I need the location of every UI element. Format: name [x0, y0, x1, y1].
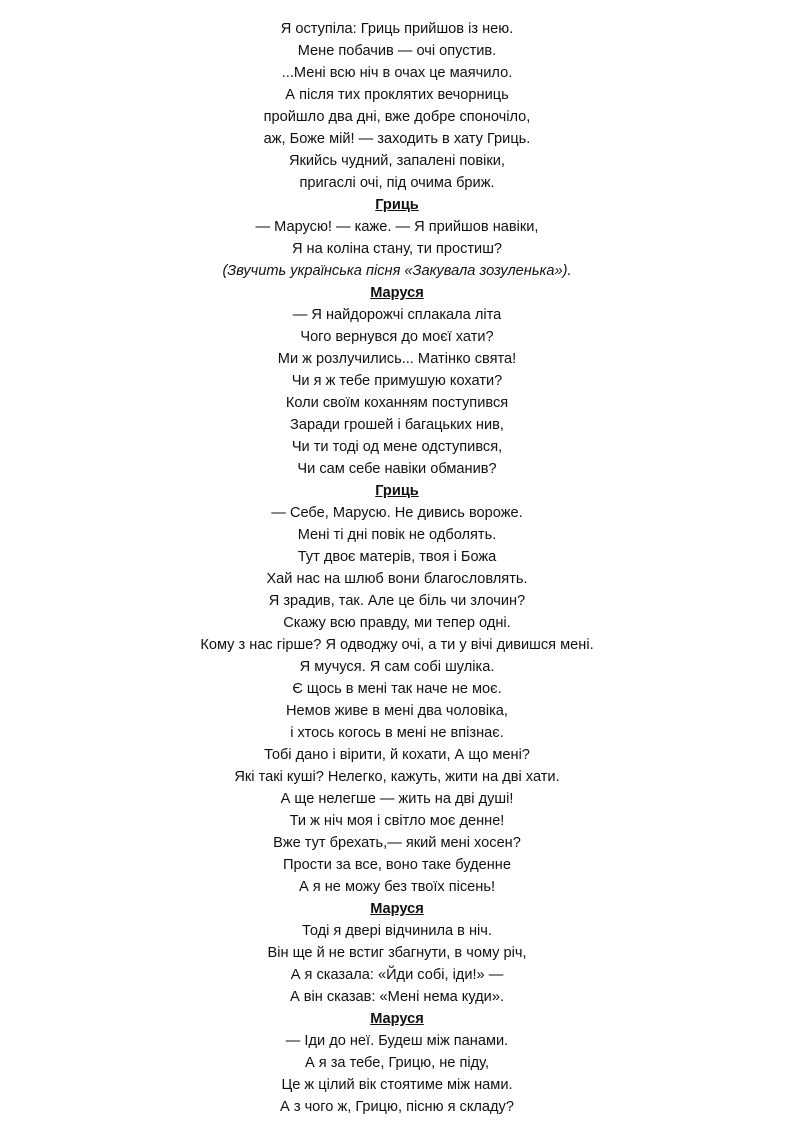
stage-direction: (Звучить українська пісня «Закувала зозуленька»).: [222, 263, 572, 279]
verse-line: Я на коліна стану, ти простиш?: [291, 241, 503, 257]
verse-line: Прости за все, воно таке буденне: [283, 857, 511, 873]
verse-line: Немов живе в мені два чоловіка,: [286, 703, 508, 719]
verse-line: А я за тебе, Грицю, не піду,: [304, 1055, 490, 1071]
verse-line: Тоді я двері відчинила в ніч.: [302, 923, 492, 939]
speaker-heading: Гриць: [375, 483, 419, 499]
verse-line: і хтось когось в мені не впізнає.: [290, 725, 504, 741]
verse-line: А ще нелегше — жить на дві душі!: [280, 791, 514, 807]
verse-line: Він ще й не встиг збагнути, в чому річ,: [267, 945, 527, 961]
verse-line: Ми ж розлучились... Матінко свята!: [277, 351, 517, 367]
verse-line: Які такі куші? Нелегко, кажуть, жити на дві хати.: [234, 769, 560, 785]
verse-line: А я сказала: «Йди собі, іди!» —: [290, 967, 504, 983]
verse-line: — Себе, Марусю. Не дивись вороже.: [271, 505, 523, 521]
verse-line: Я зрадив, так. Але це біль чи злочин?: [268, 593, 526, 609]
speaker-heading: Гриць: [375, 197, 419, 213]
verse-line: аж, Боже мій! — заходить в хату Гриць.: [263, 131, 531, 147]
verse-line: Є щось в мені так наче не моє.: [292, 681, 502, 697]
verse-line: Ти ж ніч моя і світло моє денне!: [289, 813, 505, 829]
verse-line: Якийсь чудний, запалені повіки,: [288, 153, 505, 169]
verse-line: Коли своїм коханням поступився: [285, 395, 509, 411]
verse-line: А я не можу без твоїх пісень!: [298, 879, 496, 895]
verse-line: Хай нас на шлюб вони благословлять.: [266, 571, 528, 587]
verse-line: — Іди до неї. Будеш між панами.: [285, 1033, 509, 1049]
verse-line: А він сказав: «Мені нема куди».: [289, 989, 504, 1005]
verse-line: А з чого ж, Грицю, пісню я складу?: [280, 1099, 514, 1115]
verse-line: Чи сам себе навіки обманив?: [297, 461, 497, 477]
verse-line: Скажу всю правду, ми тепер одні.: [283, 615, 511, 631]
verse-line: Я мучуся. Я сам собі шуліка.: [299, 659, 495, 675]
verse-line: Це ж цілий вік стоятиме між нами.: [281, 1077, 513, 1093]
verse-line: А після тих проклятих вечорниць: [285, 87, 509, 103]
verse-line: Я оступіла: Гриць прийшов із нею.: [280, 21, 514, 37]
verse-line: Чи я ж тебе примушую кохати?: [291, 373, 503, 389]
verse-line: ...Мені всю ніч в очах це маячило.: [281, 65, 513, 81]
verse-line: — Я найдорожчі сплакала літа: [292, 307, 502, 323]
speaker-heading: Маруся: [370, 1011, 424, 1027]
verse-line: Кому з нас гірше? Я одводжу очі, а ти у вічі дивишся мені.: [200, 637, 594, 653]
verse-line: пригаслі очі, під очима бриж.: [299, 175, 495, 191]
speaker-heading: Маруся: [370, 901, 424, 917]
verse-line: — Марусю! — каже. — Я прийшов навіки,: [255, 219, 539, 235]
verse-line: пройшло два дні, вже добре споночіло,: [263, 109, 531, 125]
speaker-heading: Маруся: [370, 285, 424, 301]
verse-line: Мені ті дні повік не одболять.: [297, 527, 497, 543]
verse-line: Тут двоє матерів, твоя і Божа: [297, 549, 497, 565]
verse-line: Вже тут брехать,— який мені хосен?: [273, 835, 521, 851]
verse-line: Мене побачив — очі опустив.: [297, 43, 497, 59]
verse-line: Чи ти тоді од мене одступився,: [291, 439, 503, 455]
verse-line: Тобі дано і вірити, й кохати, А що мені?: [264, 747, 530, 763]
verse-line: Чого вернувся до моєї хати?: [300, 329, 494, 345]
verse-line: Заради грошей і багацьких нив,: [290, 417, 504, 433]
document-page: [0, 18, 794, 1118]
